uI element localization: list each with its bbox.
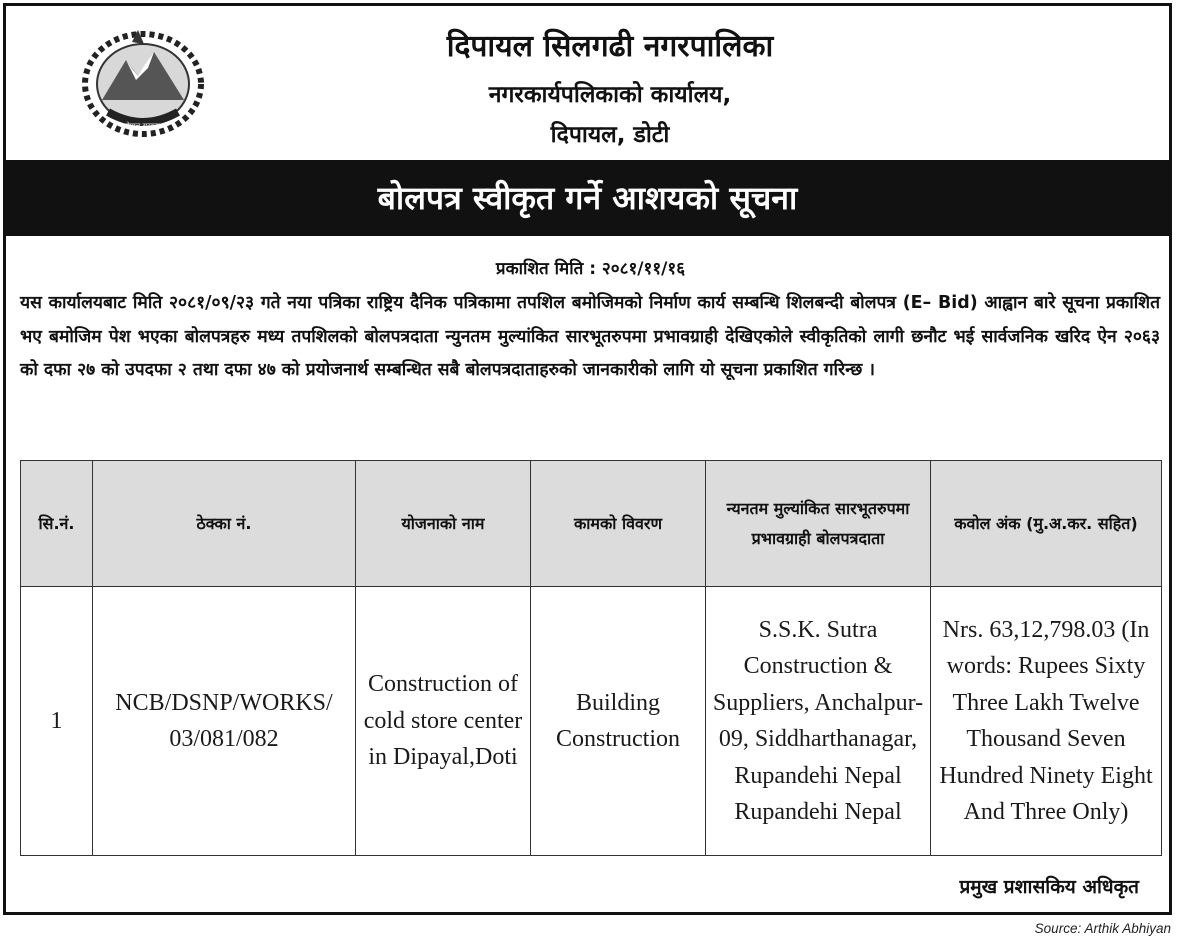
header-contract-no: ठेक्का नं. (93, 461, 356, 587)
municipality-name: दिपायल सिलगढी नगरपालिका (446, 29, 774, 64)
office-name: नगरकार्यपलिकाको कार्यालय, (488, 82, 732, 108)
office-location: दिपायल, डोटी (550, 122, 670, 148)
cell-bidder: S.S.K. Sutra Construction & Suppliers, Anchalpur-09, Siddharthanagar, Rupandehi Nepal Rupandehi Nepal (706, 587, 931, 856)
header-project-name: योजनाको नाम (356, 461, 531, 587)
table-row (21, 587, 1162, 856)
cell-bid-amount: Nrs. 63,12,798.03 (In words: Rupees Sixty Three Lakh Twelve Thousand Seven Hundred Ninety Eight And Three Only) (931, 587, 1162, 856)
nepal-emblem-icon (78, 22, 208, 140)
bid-table (20, 460, 1162, 856)
notice-body: यस कार्यालयबाट मिति २०८१/०९/२३ गते नया पत्रिका राष्ट्रिय दैनिक पत्रिकामा तपशिल बमोजिमको निर्माण कार्य सम्बन्धि शिलबन्दी बोलपत्र (E– Bid) आह्वान बारे सूचना प्रकाशित भए बमोजिम पेश भएका बोलपत्रहरु मध्य तपशिलको बोलपत्रदाता न्युनतम मुल्यांकित सारभूतरुपमा प्रभावग्राही देखिएकोले स्वीकृतिको लागी छनौट भई सार्वजनिक खरिद ऐन २०६३ को दफा २७ को उपदफा २ तथा दफा ४७ को प्रयोजनार्थ सम्बन्धित सबै बोलपत्रदाताहरुको जानकारीको लागि यो सूचना प्रकाशित गरिन्छ । (20, 293, 1160, 380)
header-sn: सि.नं. (21, 461, 93, 587)
cell-sn: 1 (21, 587, 93, 856)
publication-date: प्रकाशित मिति : २०८१/११/१६ (495, 259, 686, 279)
table-header-row (21, 461, 1162, 587)
signatory-title: प्रमुख प्रशासकिय अधिकृत (959, 876, 1139, 898)
cell-work-description: Building Construction (531, 587, 706, 856)
cell-contract-no: NCB/DSNP/WORKS/ 03/081/082 (93, 587, 356, 856)
header-bid-amount: कवोल अंक (मु.अ.कर. सहित) (931, 461, 1162, 587)
cell-project-name: Construction of cold store center in Dipayal,Doti (356, 587, 531, 856)
header-work-description: कामको विवरण (531, 461, 706, 587)
header-bidder: न्यनतम मुल्यांकित सारभूतरुपमा प्रभावग्राही बोलपत्रदाता (706, 461, 931, 587)
source-credit: Source: Arthik Abhiyan (1034, 921, 1171, 936)
emblem-motto: नेपाल सरकार (125, 122, 161, 130)
notice-title: बोलपत्र स्वीकृत गर्ने आशयको सूचना (3, 160, 1172, 236)
